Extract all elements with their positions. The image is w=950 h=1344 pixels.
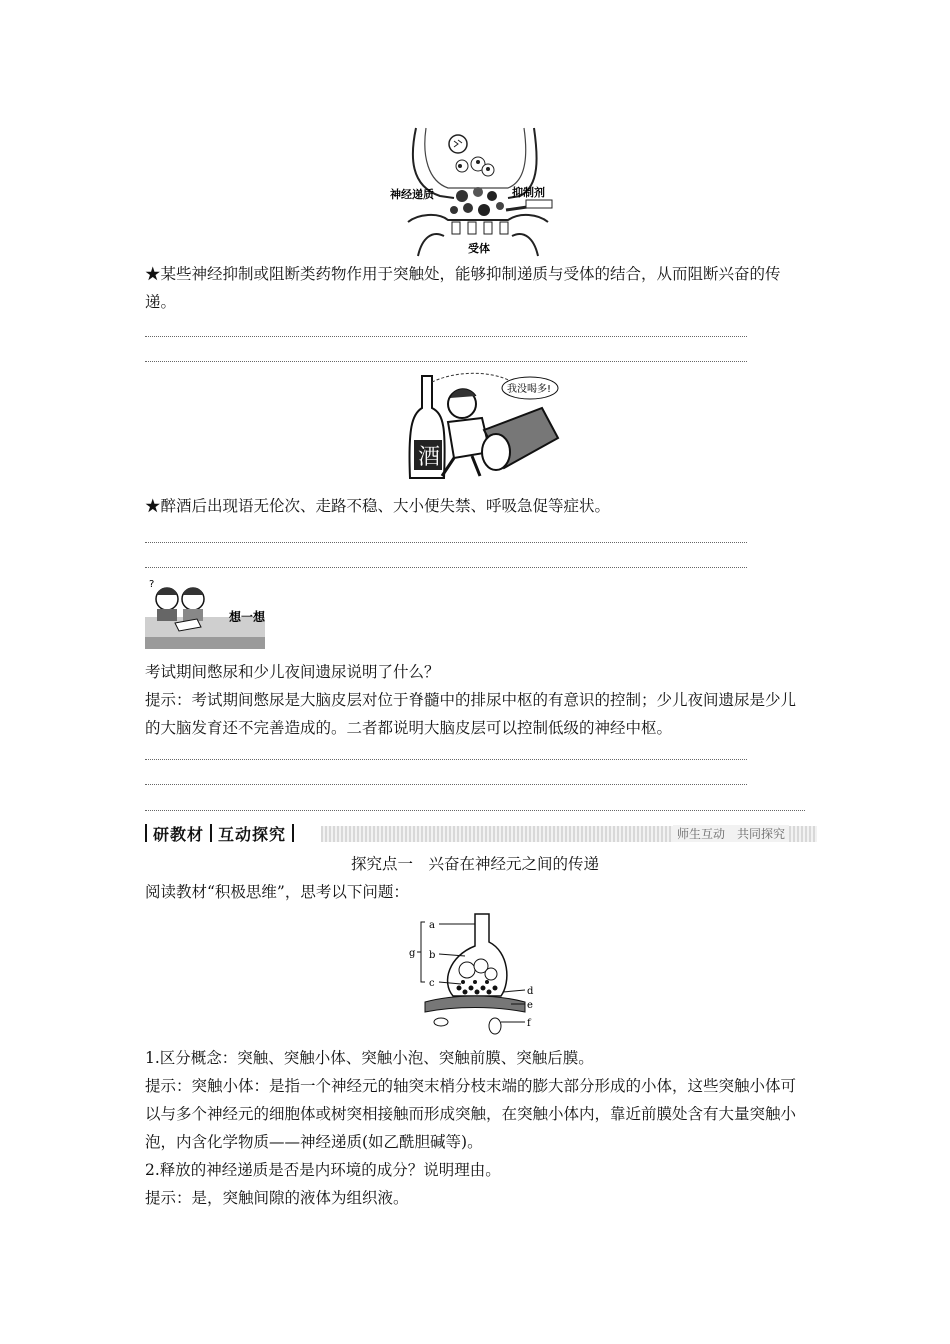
note-line [145,759,747,760]
svg-text:?: ? [149,579,155,590]
paragraph-drug-effect: ★某些神经抑制或阻断类药物作用于突触处，能够抑制递质与受体的结合，从而阻断兴奋的传递。 [145,265,781,311]
section-banner [145,822,817,844]
synapse-structure-figure [405,912,550,1038]
note-line [145,784,747,785]
think-label: 想一想 [229,610,266,624]
banner-title-part1: 研教材 [153,824,205,844]
label-receptor: 受体 [468,242,490,255]
bottle-label: 酒 [418,445,441,470]
label-inhibitor: 抑制剂 [512,186,545,199]
synapse-inhibitor-figure [388,126,563,258]
note-line [145,542,747,543]
label-b: b [429,950,436,961]
note-line [145,567,747,568]
note-line [145,336,747,337]
answer-2: 提示：是，突触间隙的液体为组织液。 [145,1189,409,1207]
exploration-title: 探究点一 兴奋在神经元之间的传递 [350,855,599,873]
banner-right-text: 师生互动 共同探究 [673,825,789,842]
label-a: a [429,920,435,931]
label-g: g [409,948,416,959]
question-2: 2.释放的神经递质是否是内环境的成分？说明理由。 [145,1161,501,1179]
speech-bubble-text: 我没喝多! [507,384,552,395]
label-e: e [527,1000,533,1011]
think-icon [145,577,275,649]
note-line [145,361,747,362]
drunk-cartoon-figure [392,368,562,480]
section-divider [145,810,805,811]
question-text: 考试期间憋尿和少儿夜间遗尿说明了什么？ [145,663,440,681]
label-c: c [429,978,435,989]
banner-title-part2: 互动探究 [218,824,287,844]
label-f: f [527,1018,531,1029]
answer-1: 提示：突触小体：是指一个神经元的轴突末梢分枝末端的膨大部分形成的小体，这些突触小体可以与多个神经元的细胞体或树突相接触而形成突触，在突触小体内，靠近前膜处含有大量突触小泡，内含化学物质——神经递质(如乙酰胆碱等)。 [145,1077,797,1151]
label-transmitter: 神经递质 [390,188,434,201]
label-d: d [527,986,534,997]
question-1: 1.区分概念：突触、突触小体、突触小泡、突触前膜、突触后膜。 [145,1049,594,1067]
paragraph-drunk-symptoms: ★醉酒后出现语无伦次、走路不稳、大小便失禁、呼吸急促等症状。 [145,497,611,515]
banner-title [145,822,294,844]
answer-text: 提示：考试期间憋尿是大脑皮层对位于脊髓中的排尿中枢的有意识的控制；少儿夜间遗尿是少儿的大脑发育还不完善造成的。二者都说明大脑皮层可以控制低级的神经中枢。 [145,691,797,737]
reading-prompt: 阅读教材“积极思维”，思考以下问题： [145,883,409,901]
